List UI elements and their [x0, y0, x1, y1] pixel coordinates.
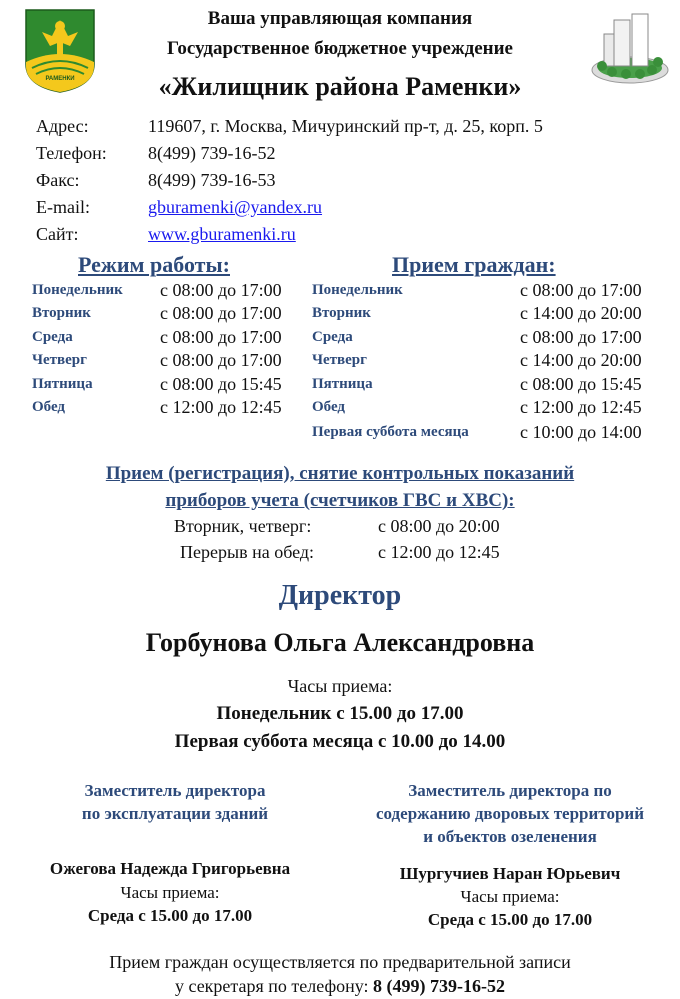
director-title: Директор: [278, 580, 402, 611]
deputy-1-name: Ожегова Надежда Григорьевна: [49, 859, 291, 878]
deputy-title-line: Заместитель директора: [84, 781, 266, 800]
reception-day: Обед: [312, 399, 346, 415]
deputy-title-line: по эксплуатации зданий: [81, 804, 269, 823]
reception-time: с 12:00 до 12:45: [520, 397, 642, 417]
work-time: с 08:00 до 17:00: [160, 350, 282, 370]
deputy-2-name: Шургучиев Наран Юрьевич: [399, 864, 621, 883]
work-day: Вторник: [32, 305, 91, 321]
director-name: Горбунова Ольга Александровна: [145, 628, 535, 657]
registration-row-label: Вторник, четверг:: [174, 516, 312, 536]
site-link[interactable]: www.gburamenki.ru: [148, 224, 296, 244]
work-schedule-title: Режим работы:: [78, 252, 230, 277]
deputy-2-hours-label: Часы приема:: [460, 887, 560, 906]
deputy-2-title: [340, 779, 680, 848]
work-day: Понедельник: [32, 282, 123, 298]
phone-label: Телефон:: [36, 143, 107, 163]
emblem-caption: РАМЕНКИ: [45, 76, 75, 82]
reception-time: с 08:00 до 15:45: [520, 374, 642, 394]
work-time: с 08:00 до 17:00: [160, 303, 282, 323]
deputy-1-hours-label: Часы приема:: [120, 883, 220, 902]
reception-time: с 08:00 до 17:00: [520, 327, 642, 347]
work-time: с 08:00 до 17:00: [160, 327, 282, 347]
site-label: Сайт:: [36, 224, 79, 244]
deputy-title-line: и объектов озеленения: [423, 827, 597, 846]
work-time: с 08:00 до 15:45: [160, 374, 282, 394]
address-label: Адрес:: [36, 116, 89, 136]
fax-value: 8(499) 739-16-53: [148, 170, 276, 190]
email-link[interactable]: gburamenki@yandex.ru: [148, 197, 323, 217]
registration-row-time: с 08:00 до 20:00: [378, 516, 500, 536]
reception-time: с 14:00 до 20:00: [520, 303, 642, 323]
work-day: Обед: [32, 399, 66, 415]
header-line-institution: Государственное бюджетное учреждение: [167, 38, 513, 59]
reception-schedule-title: Прием граждан:: [392, 252, 556, 277]
footer-line2: [0, 976, 680, 997]
reception-day: Понедельник: [312, 282, 403, 298]
director-hours-line2: Первая суббота месяца с 10.00 до 14.00: [174, 731, 506, 752]
buildings-logo: [590, 12, 670, 92]
deputy-title-line: содержанию дворовых территорий: [376, 804, 644, 823]
deputy-1-hours: Среда с 15.00 до 17.00: [87, 906, 253, 925]
reception-time: с 08:00 до 17:00: [520, 280, 642, 300]
registration-title-line1: Прием (регистрация), снятие контрольных показаний: [105, 463, 575, 484]
footer-line1: Прием граждан осуществляется по предварительной записи: [109, 952, 571, 972]
deputy-title-line: Заместитель директора по: [408, 781, 612, 800]
work-day: Среда: [32, 329, 73, 345]
reception-day: Вторник: [312, 305, 371, 321]
header-line-name: «Жилищник района Раменки»: [158, 72, 522, 101]
deputy-2-hours: Среда с 15.00 до 17.00: [427, 910, 593, 929]
footer-line2-text: у секретаря по телефону:: [174, 976, 374, 996]
phone-value: 8(499) 739-16-52: [148, 143, 276, 163]
reception-day: Первая суббота месяца: [312, 424, 469, 440]
work-day: Четверг: [32, 352, 87, 368]
director-hours-line1: Понедельник с 15.00 до 17.00: [216, 703, 464, 724]
footer-phone: 8 (499) 739-16-52: [373, 976, 505, 996]
header-line-company: Ваша управляющая компания: [207, 8, 473, 29]
reception-time: с 14:00 до 20:00: [520, 350, 642, 370]
deputy-1-title: [10, 779, 340, 825]
registration-row-time: с 12:00 до 12:45: [378, 542, 500, 562]
address-value: 119607, г. Москва, Мичуринский пр-т, д. 25, корп. 5: [148, 116, 543, 136]
email-label: E-mail:: [36, 197, 90, 217]
registration-title-line2: приборов учета (счетчиков ГВС и ХВС):: [165, 490, 515, 511]
reception-day: Среда: [312, 329, 353, 345]
work-time: с 12:00 до 12:45: [160, 397, 282, 417]
fax-label: Факс:: [36, 170, 80, 190]
registration-row-label: Перерыв на обед:: [180, 542, 315, 562]
work-day: Пятница: [32, 376, 93, 392]
work-time: с 08:00 до 17:00: [160, 280, 282, 300]
reception-time: с 10:00 до 14:00: [520, 422, 642, 442]
reception-day: Пятница: [312, 376, 373, 392]
director-hours-label: Часы приема:: [287, 676, 393, 696]
reception-day: Четверг: [312, 352, 367, 368]
